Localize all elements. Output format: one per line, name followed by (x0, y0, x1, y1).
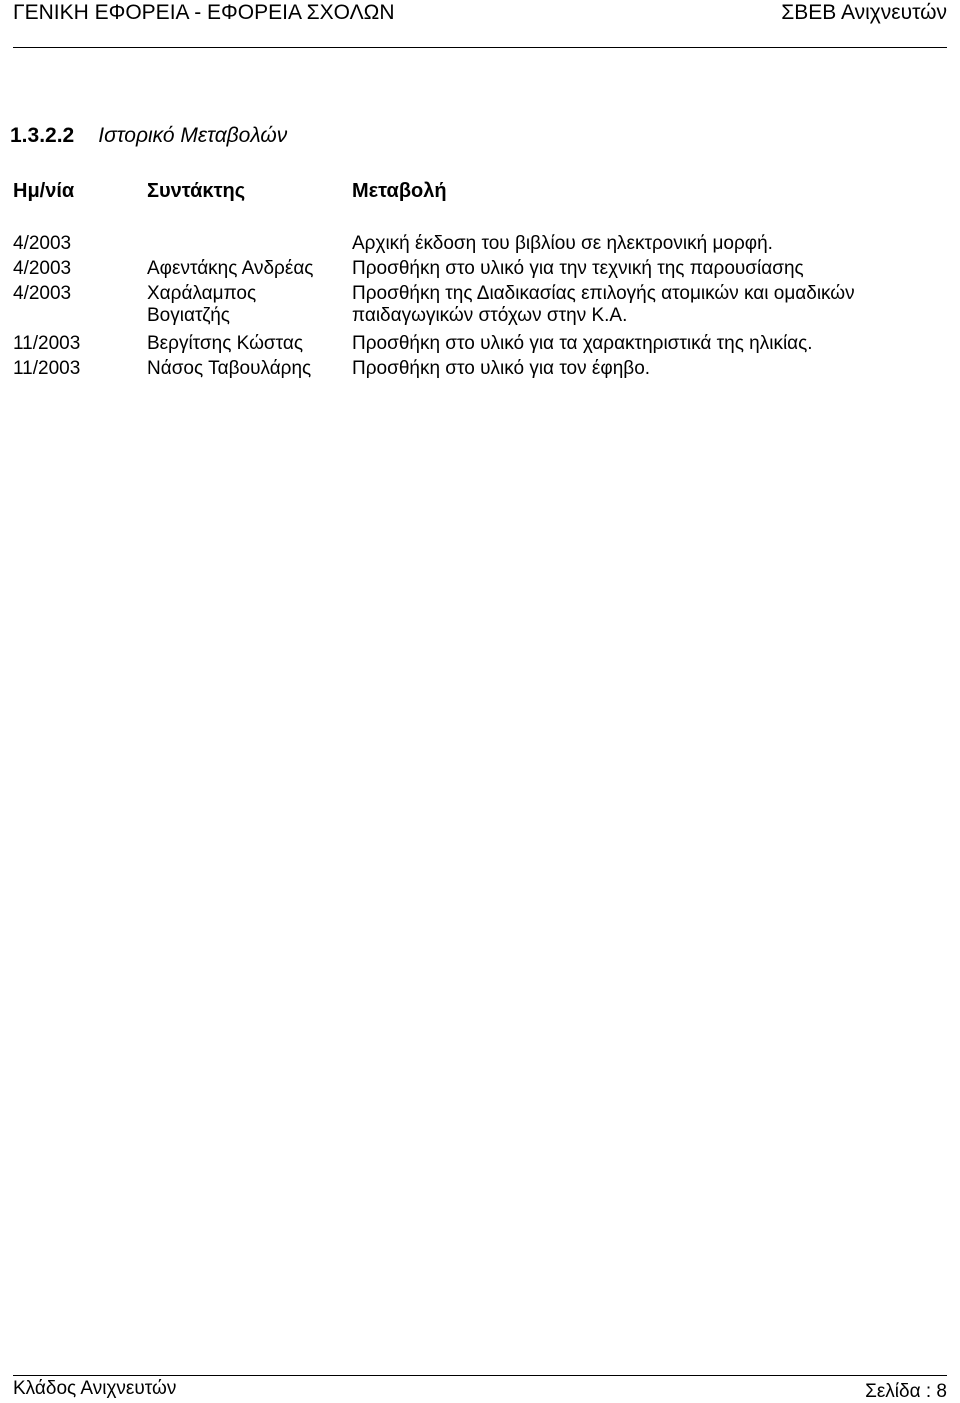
row-date: 4/2003 (13, 283, 72, 304)
row-author: Νάσος Ταβουλάρης (147, 358, 312, 379)
row-change: Προσθήκη στο υλικό για τον έφηβο. (352, 358, 651, 379)
row-change: Προσθήκη στο υλικό για την τεχνική της παρουσίασης (352, 258, 804, 279)
row-date: 4/2003 (13, 258, 72, 279)
section-number: 1.3.2.2 (10, 124, 75, 147)
header-document-title: ΣΒΕΒ Ανιχνευτών (781, 1, 947, 24)
page-footer (13, 1375, 947, 1403)
row-change: Αρχική έκδοση του βιβλίου σε ηλεκτρονική μορφή. (352, 233, 773, 254)
row-date: 11/2003 (13, 333, 81, 354)
footer-branch: Κλάδος Ανιχνευτών (13, 1378, 177, 1399)
header-organization: ΓΕΝΙΚΗ ΕΦΟΡΕΙΑ - ΕΦΟΡΕΙΑ ΣΧΟΛΩΝ (13, 1, 395, 24)
table-header-row (13, 180, 948, 208)
row-author: Βεργίτσης Κώστας (147, 333, 304, 354)
row-change-line2: παιδαγωγικών στόχων στην Κ.Α. (352, 305, 628, 326)
section-title: Ιστορικό Μεταβολών (98, 124, 288, 147)
column-header-change: Μεταβολή (352, 180, 447, 202)
row-date: 11/2003 (13, 358, 81, 379)
row-author (147, 283, 347, 327)
row-author-line2: Βογιατζής (147, 305, 230, 326)
row-date: 4/2003 (13, 233, 72, 254)
column-header-author: Συντάκτης (147, 180, 246, 202)
row-change: Προσθήκη στο υλικό για τα χαρακτηριστικά της ηλικίας. (352, 333, 813, 354)
section-heading (10, 124, 287, 148)
row-author: Αφεντάκης Ανδρέας (147, 258, 314, 279)
page-header (13, 0, 947, 48)
page-number: Σελίδα : 8 (865, 1381, 947, 1402)
column-header-date: Ημ/νία (13, 180, 75, 202)
row-change (352, 283, 952, 327)
row-change-line1: Προσθήκη της Διαδικασίας επιλογής ατομικών και ομαδικών (352, 283, 855, 304)
row-author-line1: Χαράλαμπος (147, 283, 257, 304)
